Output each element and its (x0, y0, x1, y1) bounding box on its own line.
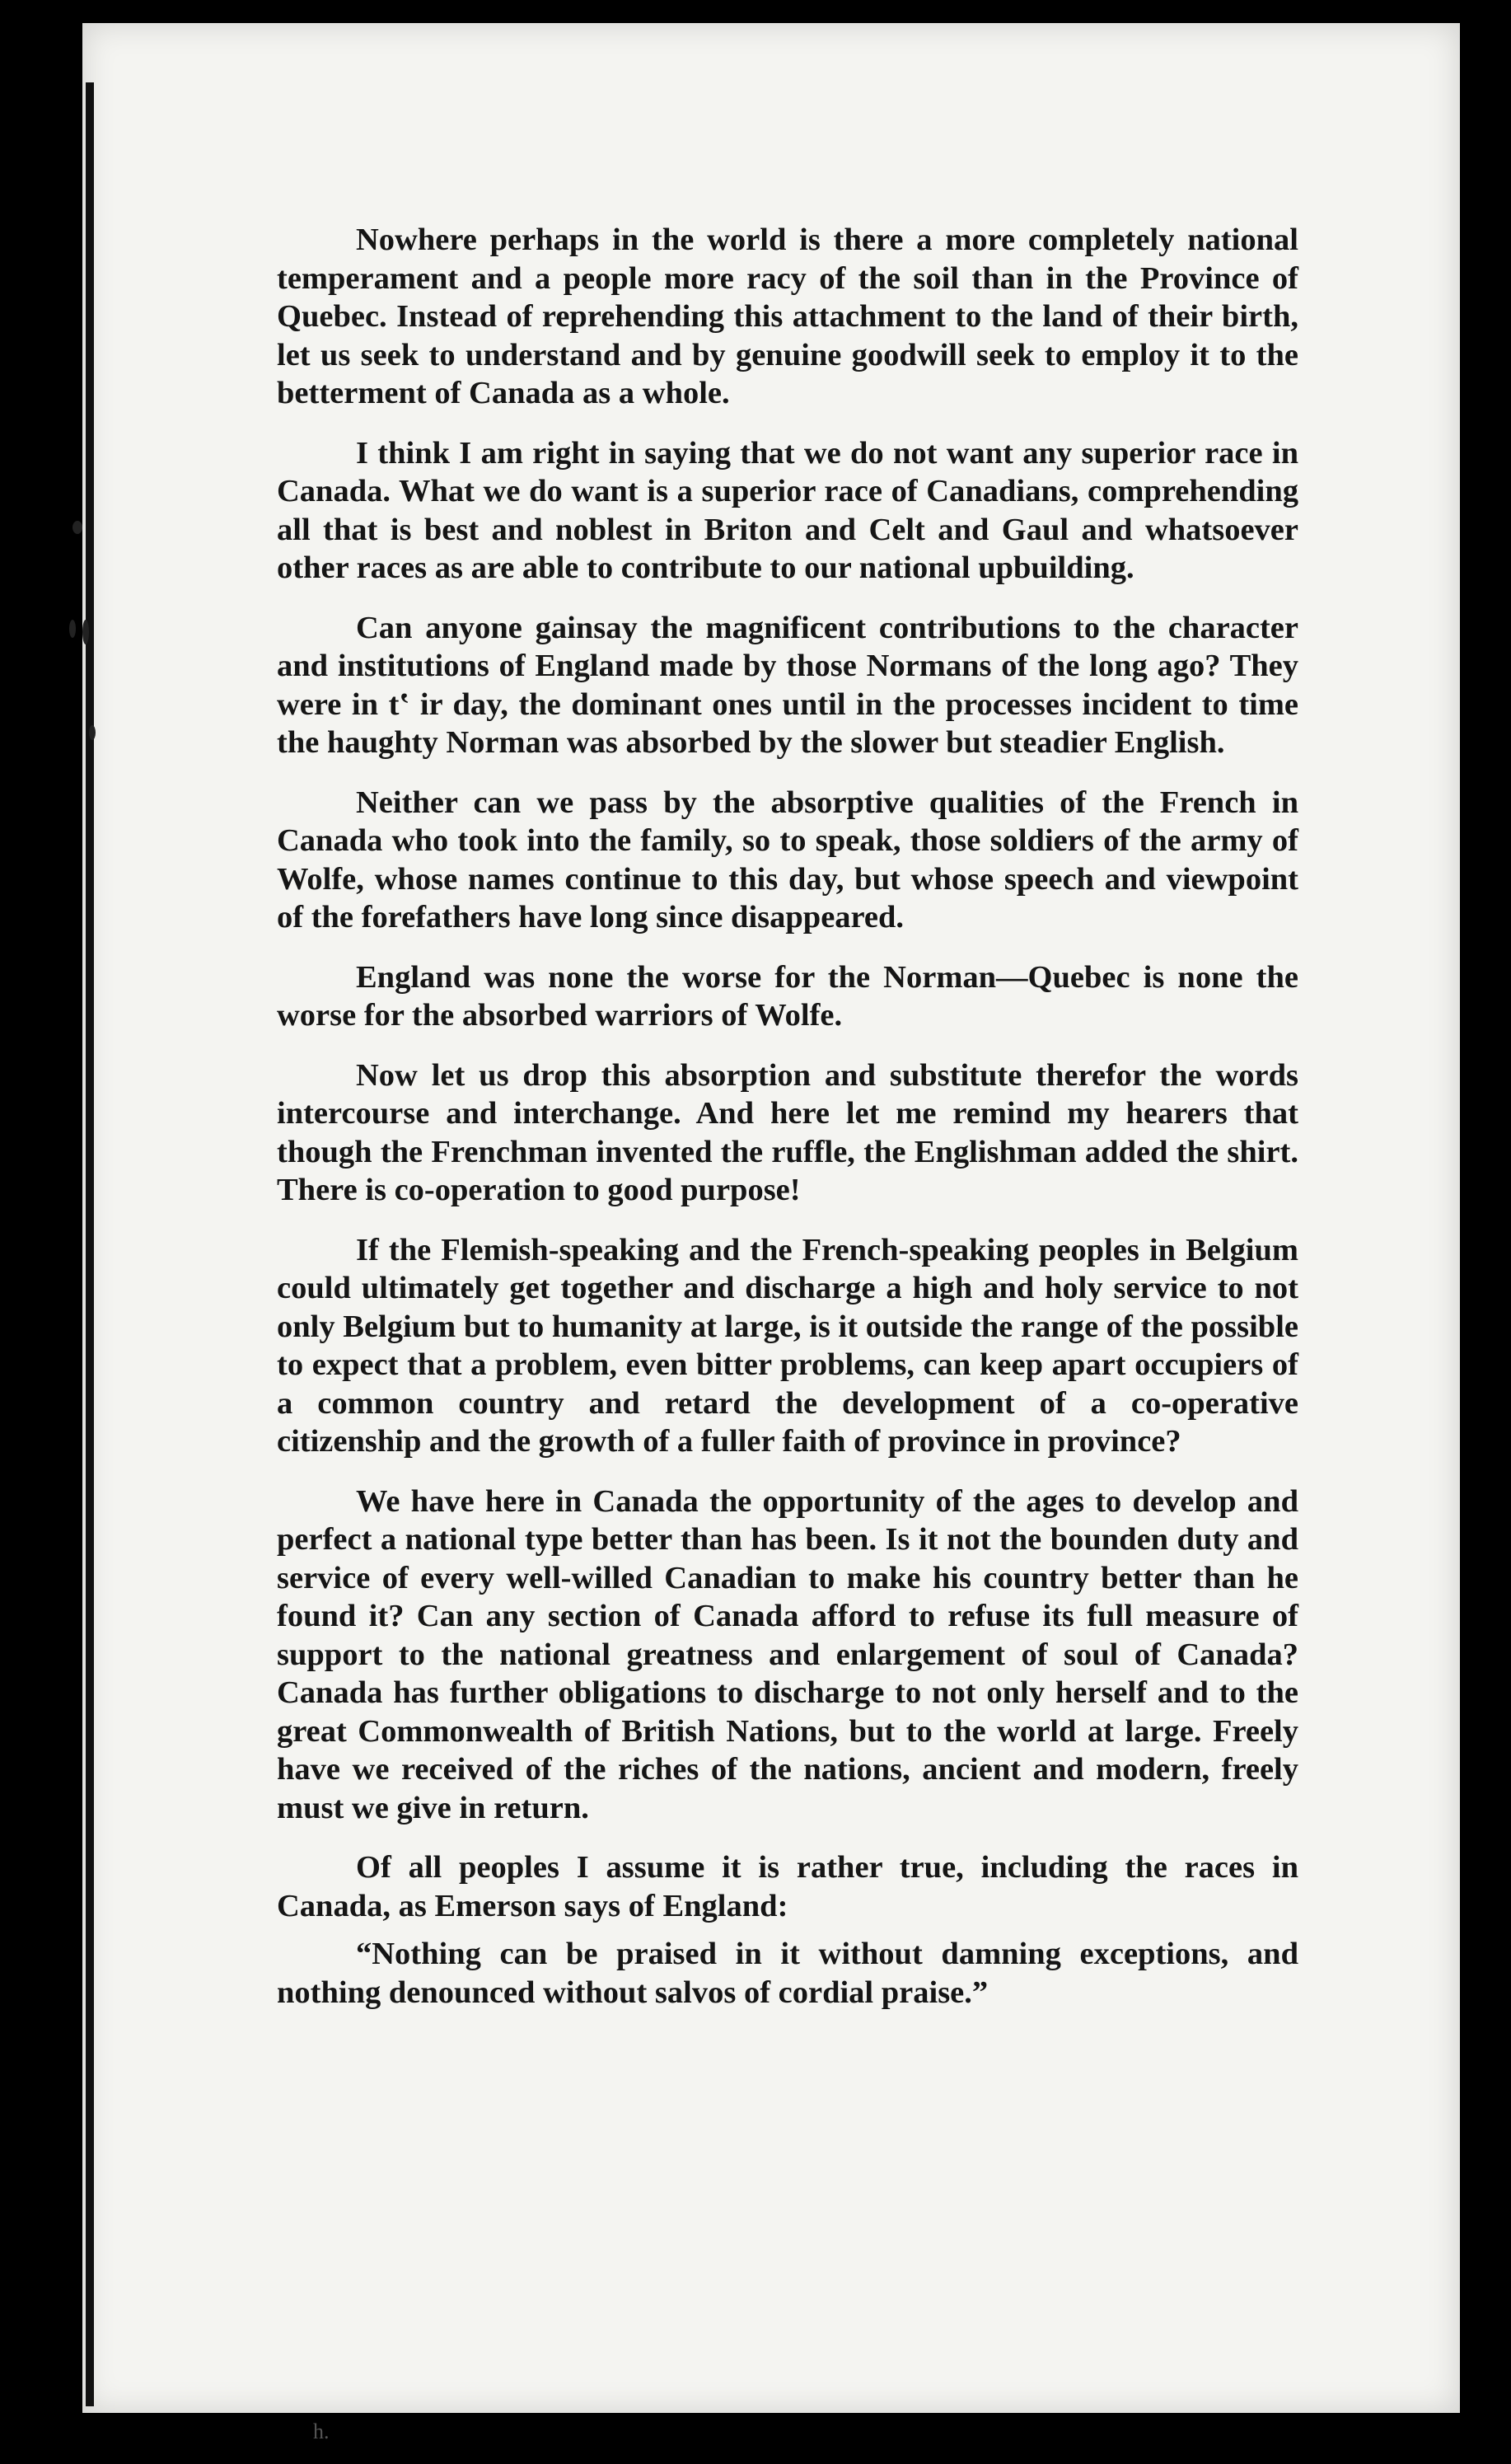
binding-edge-line (86, 82, 94, 2406)
paragraph-french-absorption: Neither can we pass by the absorptive qualities of the French in Canada who took into the family, so to speak, those soldiers of the army of Wolfe, whose names continue to this day, but whose speech and viewpoint of the forefathers have long since disappeared. (277, 785, 1298, 935)
paragraph-superior-race: I think I am right in saying that we do not want any superior race in Canada. What we do want is a superior race of Canadians, comprehending all that is best and noblest in Briton and Celt and Gaul and whatsoever other races as are able to contribute to our national upbuilding. (277, 435, 1298, 585)
margin-speck (69, 620, 76, 638)
footer-mark: h. (313, 2419, 330, 2443)
paragraph-quebec-temperament: Nowhere perhaps in the world is there a more completely national temperament and a people more racy of the soil than in the Province of Quebec. Instead of reprehending this attachment to the land of their birth, let us seek to understand and by genuine goodwill seek to employ it to the betterment of Canada as a whole. (277, 223, 1298, 410)
margin-speck (73, 521, 82, 534)
body-text (277, 221, 1298, 2033)
paragraph-emerson: Of all peoples I assume it is rather true, including the races in Canada, as Emerson says of England: (277, 1850, 1298, 1923)
margin-speck (82, 620, 89, 644)
paragraph-belgium: If the Flemish-speaking and the French-speaking peoples in Belgium could ultimately get together and discharge a high and holy service to not only Belgium but to humanity at large, is it outside the range of the possible to expect that a problem, even bitter problems, can keep apart occupiers of a common country and retard the development of a co-operative citizenship and the growth of a fuller faith of province in province? (277, 1232, 1298, 1459)
emerson-quote: “Nothing can be praised in it without damning exceptions, and nothing denounced without salvos of cordial praise.” (277, 1937, 1298, 2010)
paragraph-intercourse: Now let us drop this absorption and substitute therefor the words intercourse and interchange. And here let me remind my hearers that though the Frenchman invented the ruffle, the Englishman added the shirt. There is co-operation to good purpose! (277, 1057, 1298, 1207)
paragraph-national-type: We have here in Canada the opportunity of the ages to develop and perfect a national type better than has been. Is it not the bounden duty and service of every well-willed Canadian to make his country better than he found it? Can any section of Canada afford to refuse its full measure of support to the national greatness and enlargement of soul of Canada? Canada has further obligations to discharge to not only herself and to the great Commonwealth of British Nations, but to the world at large. Freely have we received of the riches of the nations, ancient and modern, freely must we give in return. (277, 1483, 1298, 1825)
paragraph-england-norman: England was none the worse for the Norman—Quebec is none the worse for the absorbed warriors of Wolfe. (277, 959, 1298, 1033)
paragraph-normans: Can anyone gainsay the magnificent contributions to the character and institutions of England made by those Normans of the long ago? They were in tʽ ir day, the dominant ones until in the processes incident to time the haughty Norman was absorbed by the slower but steadier English. (277, 610, 1298, 760)
margin-speck (89, 725, 96, 740)
